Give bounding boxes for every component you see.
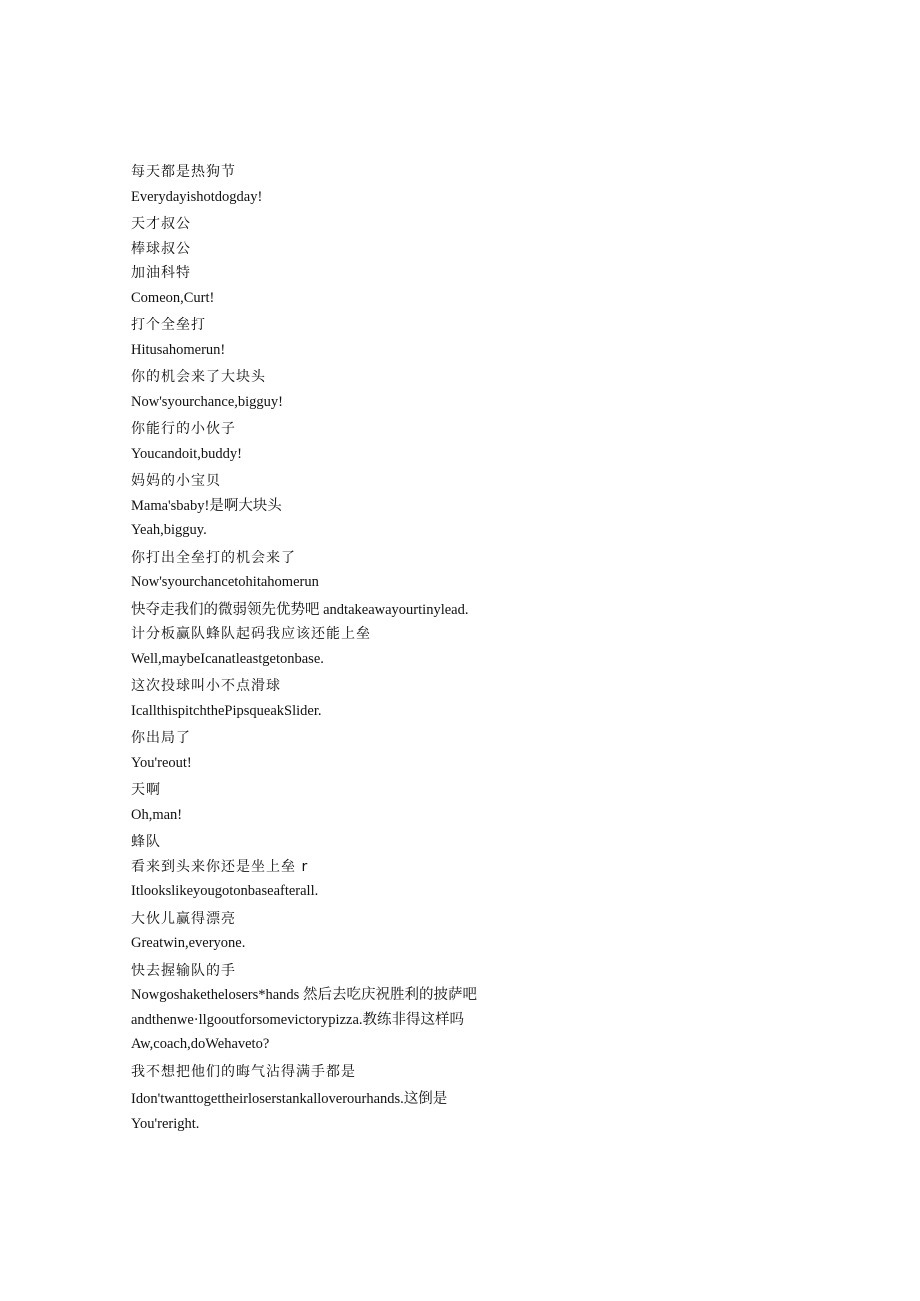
text-line: 棒球叔公 [131,240,191,257]
text-line: Yeah,bigguy. [131,522,207,538]
text-line: Nowgoshakethelosers*hands 然后去吃庆祝胜利的披萨吧 [131,987,477,1003]
text-line: 这次投球叫小不点滑球 [131,678,281,694]
text-line: 我不想把他们的晦气沾得满手都是 [131,1063,356,1080]
text-line: Oh,man! [131,806,183,823]
text-line: Idon'twanttogettheirloserstankalloverourhands.这倒是 [131,1091,448,1107]
text-line: 看来到头来你还是坐上垒 r [131,858,309,875]
text-line: 快去握输队的手 [131,962,236,979]
subtitle-transcript [131,160,831,1136]
text-line: Comeon,Curt! [131,289,215,306]
text-line: Youcandoit,buddy! [131,445,242,462]
text-line: 大伙儿赢得漂亮 [131,910,236,927]
text-line: 每天都是热狗节 [131,164,236,180]
text-line: 快夺走我们的微弱领先优势吧 andtakeawayourtinylead. [131,601,469,618]
text-line: Greatwin,everyone. [131,935,246,951]
text-line: 你的机会来了大块头 [131,369,266,385]
text-line: Everydayishotdogday! [131,188,263,205]
text-line: Well,maybeIcanatleastgetonbase. [131,650,324,667]
text-line: andthenwe·llgooutforsomevictorypizza.教练非得这样吗 [131,1011,465,1028]
text-line: 蜂队 [131,834,161,850]
text-line: You'reright. [131,1115,200,1132]
text-line: Hitusahomerun! [131,341,226,358]
text-line: 打个全垒打 [131,317,206,333]
text-line: 你打出全垒打的机会来了 [131,549,296,566]
text-line: 天才叔公 [131,216,191,232]
text-line: 天啊 [131,782,161,798]
text-line: You'reout! [131,754,192,771]
text-line: Itlookslikeyougotonbaseafterall. [131,883,319,899]
text-line: Mama'sbaby!是啊大块头 [131,497,282,514]
text-line: Aw,coach,doWehaveto? [131,1036,270,1052]
text-line: IcallthispitchthePipsqueakSlider. [131,702,322,719]
text-line: 计分板赢队蜂队起码我应该还能上垒 [131,626,371,642]
text-line: 你能行的小伙子 [131,421,236,437]
text-line: 妈妈的小宝贝 [131,473,221,489]
text-line: 你出局了 [131,730,191,746]
text-line: 加油科特 [131,265,191,281]
text-line: Now'syourchance,bigguy! [131,393,284,410]
text-line: Now'syourchancetohitahomerun [131,574,319,590]
